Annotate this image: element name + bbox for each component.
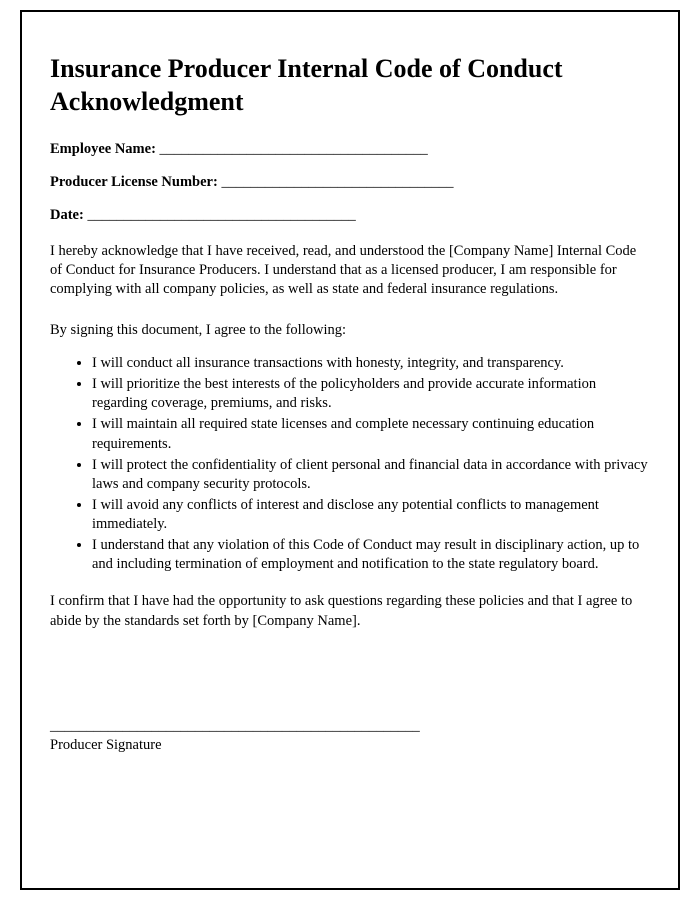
date-label: Date: — [50, 206, 84, 223]
field-producer-license-number — [50, 174, 648, 191]
producer-license-number-input-line[interactable]: ________________________________ — [221, 173, 454, 190]
acknowledgment-paragraph: I hereby acknowledge that I have received, read, and understood the [Company Name] Internal Code of Conduct for Insurance Producers. I understand that as a licensed producer, I am responsible for complying with all company policies, as well as state and federal insurance regulations. — [50, 242, 637, 297]
employee-name-label: Employee Name: — [50, 140, 156, 157]
field-employee-name — [50, 141, 648, 158]
date-input-line[interactable]: _____________________________________ — [87, 206, 356, 223]
producer-signature-line[interactable]: ___________________________________________________ — [50, 717, 420, 734]
field-date — [50, 207, 648, 224]
list-item: • I understand that any violation of this Code of Conduct may result in disciplinary action, up to and including termination of employment and notification to the state regulatory board. — [92, 536, 648, 574]
conduct-bullet-list — [50, 354, 648, 574]
list-item: • I will avoid any conflicts of interest and disclose any potential conflicts to management immediately. — [92, 496, 648, 534]
list-item: • I will protect the confidentiality of client personal and financial data in accordance with privacy laws and company security protocols. — [92, 456, 648, 494]
producer-signature-label: Producer Signature — [50, 736, 162, 753]
producer-license-number-label: Producer License Number: — [50, 173, 218, 190]
document-page — [20, 10, 680, 890]
list-item: • I will maintain all required state licenses and complete necessary continuing education requirements. — [92, 415, 648, 453]
page-title: Insurance Producer Internal Code of Conduct Acknowledgment — [50, 54, 563, 117]
list-item: • I will prioritize the best interests of the policyholders and provide accurate information regarding coverage, premiums, and risks. — [92, 375, 648, 413]
agreement-lead: By signing this document, I agree to the following: — [50, 321, 346, 338]
employee-name-input-line[interactable]: _____________________________________ — [159, 140, 428, 157]
signature-block — [50, 719, 648, 754]
list-item: • I will conduct all insurance transactions with honesty, integrity, and transparency. — [92, 354, 648, 373]
confirmation-paragraph: I confirm that I have had the opportunity to ask questions regarding these policies and that I agree to abide by the standards set forth by [Company Name]. — [50, 593, 633, 629]
